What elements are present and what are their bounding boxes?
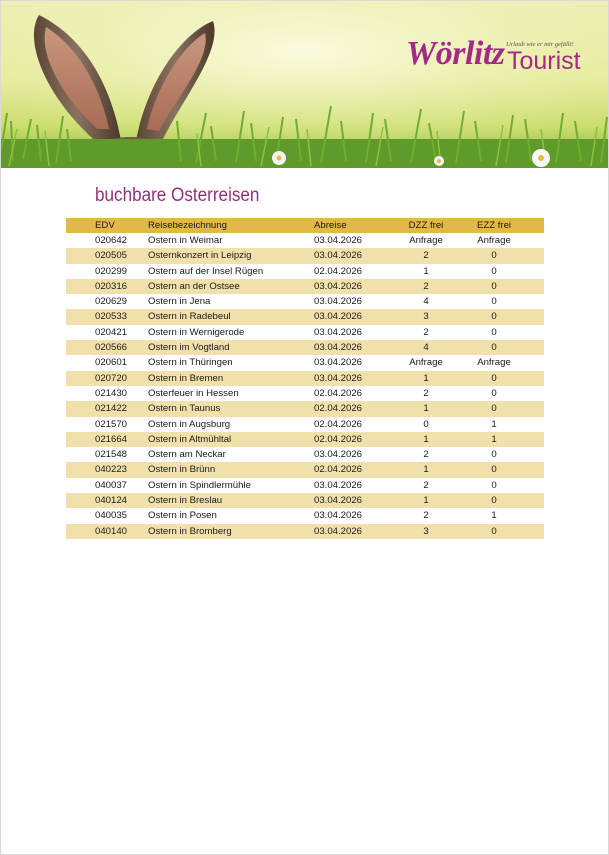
table-row xyxy=(66,447,544,462)
logo-slogan: Urlaub wie er mir gefällt! xyxy=(506,41,574,48)
cell-dzz: 4 xyxy=(390,340,462,355)
cell-ezz: 0 xyxy=(491,326,497,338)
table-row xyxy=(66,248,544,263)
cell-ezz: 1 xyxy=(491,418,497,430)
cell-edv: 021548 xyxy=(95,449,128,461)
cell-dzz: 3 xyxy=(390,524,462,539)
cell-name: Ostern in Bremen xyxy=(148,371,314,386)
cell-date: 03.04.2026 xyxy=(314,493,390,508)
woerlitz-tourist-logo xyxy=(406,34,591,79)
cell-dzz: 2 xyxy=(423,449,429,461)
cell-edv: 040035 xyxy=(95,510,128,522)
cell-ezz: 0 xyxy=(462,279,544,294)
cell-edv: 021422 xyxy=(66,401,148,416)
table-row xyxy=(66,401,544,416)
cell-ezz: 0 xyxy=(491,265,497,277)
cell-edv: 020566 xyxy=(66,340,148,355)
cell-name: Ostern in Posen xyxy=(148,510,217,522)
cell-dzz: Anfrage xyxy=(409,235,443,246)
cell-edv: 021664 xyxy=(66,432,148,447)
cell-ezz: 0 xyxy=(462,524,544,539)
cell-edv: 021430 xyxy=(95,387,128,399)
cell-dzz: 4 xyxy=(423,296,429,308)
cell-ezz: 0 xyxy=(491,387,497,399)
cell-name: Ostern in Jena xyxy=(148,296,211,308)
cell-name: Ostern in Radebeul xyxy=(148,309,314,324)
cell-date: 02.04.2026 xyxy=(314,265,363,277)
cell-date: 03.04.2026 xyxy=(314,357,363,369)
cell-dzz: 1 xyxy=(390,432,462,447)
cell-ezz: 0 xyxy=(462,309,544,324)
table-row xyxy=(66,309,544,324)
cell-name: Ostern in Altmühltal xyxy=(148,432,314,447)
cell-date: 02.04.2026 xyxy=(314,418,363,430)
table-row xyxy=(66,294,544,309)
table-row xyxy=(66,371,544,386)
cell-date: 03.04.2026 xyxy=(314,524,390,539)
table-row xyxy=(66,462,544,477)
cell-name: Ostern auf der Insel Rügen xyxy=(148,265,264,277)
cell-ezz: 0 xyxy=(491,296,497,308)
cell-dzz: 3 xyxy=(390,309,462,324)
cell-name: Ostern im Vogtland xyxy=(148,340,314,355)
cell-edv: 020601 xyxy=(95,357,128,369)
logo-word-tourist: Tourist xyxy=(507,47,581,75)
cell-name: Ostern in Thüringen xyxy=(148,357,233,369)
cell-date: 02.04.2026 xyxy=(314,432,390,447)
cell-ezz: 1 xyxy=(491,510,497,522)
cell-name: Ostern in Breslau xyxy=(148,493,314,508)
table-row xyxy=(66,325,544,340)
cell-edv: 020316 xyxy=(66,279,148,294)
table-row xyxy=(66,508,544,523)
page-title: buchbare Osterreisen xyxy=(95,185,260,206)
cell-dzz: 1 xyxy=(390,462,462,477)
cell-date: 03.04.2026 xyxy=(314,371,390,386)
column-header-name: Reisebezeichnung xyxy=(148,218,314,233)
cell-ezz: 0 xyxy=(462,340,544,355)
cell-date: 03.04.2026 xyxy=(314,309,390,324)
table-row xyxy=(66,524,544,539)
cell-edv: 020505 xyxy=(66,248,148,263)
cell-dzz: 1 xyxy=(390,401,462,416)
cell-name: Osternkonzert in Leipzig xyxy=(148,248,314,263)
cell-name: Ostern in Bromberg xyxy=(148,524,314,539)
column-header-dzz: DZZ frei xyxy=(390,218,462,233)
cell-edv: 020533 xyxy=(66,309,148,324)
table-row xyxy=(66,386,544,401)
column-header-ezz: EZZ frei xyxy=(462,218,544,233)
cell-date: 02.04.2026 xyxy=(314,401,390,416)
cell-dzz: Anfrage xyxy=(409,357,443,369)
cell-dzz: 0 xyxy=(423,418,429,430)
cell-date: 03.04.2026 xyxy=(314,296,363,308)
cell-name: Ostern in Weimar xyxy=(148,235,223,246)
cell-edv: 020299 xyxy=(95,265,128,277)
logo-word-woerlitz: Wörlitz xyxy=(406,35,505,72)
table-row xyxy=(66,279,544,294)
table-header-row xyxy=(66,218,544,233)
table-row xyxy=(66,417,544,432)
bunny-ears-grass-illustration xyxy=(1,1,608,168)
cell-dzz: 2 xyxy=(390,248,462,263)
cell-date: 03.04.2026 xyxy=(314,449,363,461)
cell-date: 03.04.2026 xyxy=(314,279,390,294)
table-row xyxy=(66,355,544,370)
cell-name: Ostern in Augsburg xyxy=(148,418,231,430)
cell-dzz: 2 xyxy=(390,279,462,294)
cell-ezz: 0 xyxy=(491,449,497,461)
cell-dzz: 1 xyxy=(390,493,462,508)
cell-name: Ostern in Wernigerode xyxy=(148,326,245,338)
column-header-date: Abreise xyxy=(314,218,390,233)
cell-date: 02.04.2026 xyxy=(314,462,390,477)
cell-dzz: 1 xyxy=(423,265,429,277)
cell-dzz: 2 xyxy=(423,510,429,522)
cell-dzz: 2 xyxy=(423,479,429,491)
cell-ezz: Anfrage xyxy=(477,235,511,246)
cell-date: 03.04.2026 xyxy=(314,340,390,355)
cell-edv: 021570 xyxy=(95,418,128,430)
easter-trips-table xyxy=(66,218,544,539)
cell-edv: 040124 xyxy=(66,493,148,508)
cell-name: Ostern in Spindlermühle xyxy=(148,479,251,491)
cell-ezz: 0 xyxy=(462,462,544,477)
cell-date: 03.04.2026 xyxy=(314,326,363,338)
cell-ezz: Anfrage xyxy=(477,357,511,369)
cell-name: Ostern in Brünn xyxy=(148,462,314,477)
cell-dzz: 2 xyxy=(423,387,429,399)
cell-date: 02.04.2026 xyxy=(314,387,363,399)
cell-date: 03.04.2026 xyxy=(314,235,363,246)
cell-name: Osterfeuer in Hessen xyxy=(148,387,239,399)
cell-edv: 040037 xyxy=(95,479,128,491)
cell-date: 03.04.2026 xyxy=(314,479,363,491)
table-row xyxy=(66,233,544,248)
cell-edv: 040223 xyxy=(66,462,148,477)
table-row xyxy=(66,493,544,508)
cell-edv: 040140 xyxy=(66,524,148,539)
cell-dzz: 1 xyxy=(390,371,462,386)
table-row xyxy=(66,432,544,447)
cell-ezz: 0 xyxy=(462,371,544,386)
cell-dzz: 2 xyxy=(423,326,429,338)
cell-name: Ostern in Taunus xyxy=(148,401,314,416)
table-row xyxy=(66,478,544,493)
cell-ezz: 0 xyxy=(462,401,544,416)
table-row xyxy=(66,264,544,279)
cell-ezz: 1 xyxy=(462,432,544,447)
cell-edv: 020421 xyxy=(95,326,128,338)
column-header-edv: EDV xyxy=(66,218,148,233)
cell-edv: 020720 xyxy=(66,371,148,386)
cell-edv: 020642 xyxy=(95,235,128,246)
cell-ezz: 0 xyxy=(462,493,544,508)
cell-ezz: 0 xyxy=(462,248,544,263)
easter-banner xyxy=(1,1,608,168)
cell-ezz: 0 xyxy=(491,479,497,491)
cell-date: 03.04.2026 xyxy=(314,510,363,522)
cell-name: Ostern an der Ostsee xyxy=(148,279,314,294)
cell-date: 03.04.2026 xyxy=(314,248,390,263)
cell-name: Ostern am Neckar xyxy=(148,449,226,461)
table-row xyxy=(66,340,544,355)
cell-edv: 020629 xyxy=(95,296,128,308)
